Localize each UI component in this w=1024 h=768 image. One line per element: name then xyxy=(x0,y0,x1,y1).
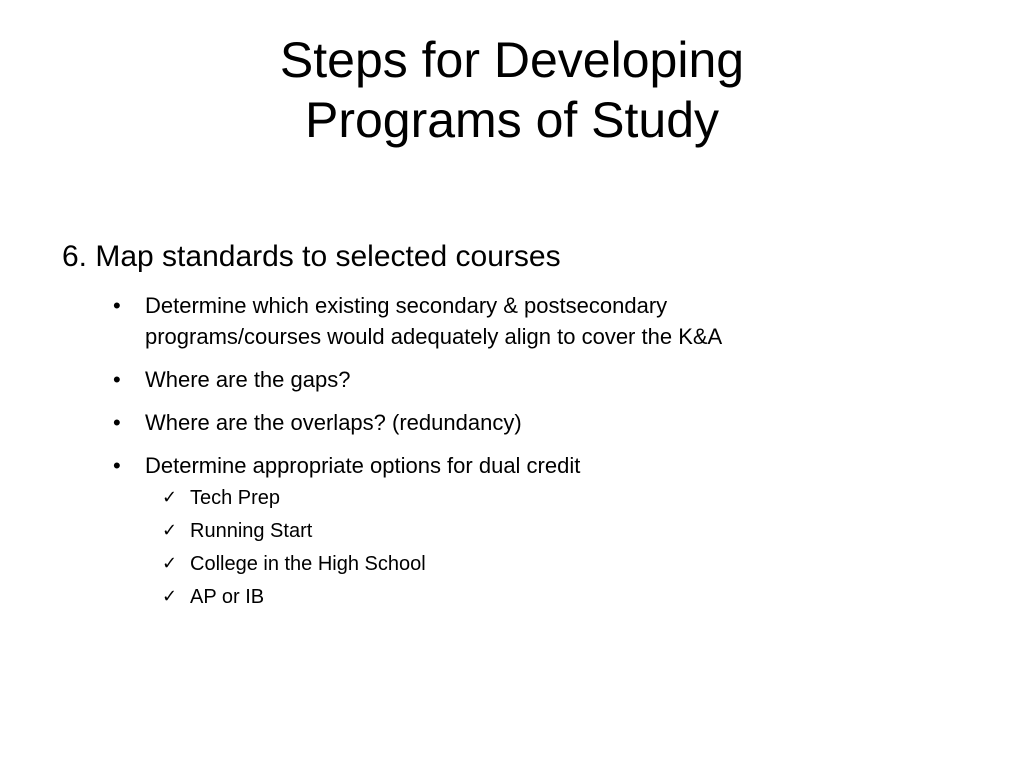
bullet-item xyxy=(0,364,845,395)
bullet-text: Where are the overlaps? (redundancy) xyxy=(145,410,522,435)
bullet-item xyxy=(0,407,845,438)
sub-bullet-text: AP or IB xyxy=(190,586,265,608)
bullet-item xyxy=(0,290,845,352)
sub-bullet-item xyxy=(0,550,1024,578)
title-line-2: Programs of Study xyxy=(304,92,720,148)
check-icon: ✓ xyxy=(162,520,178,541)
section-heading: 6. Map standards to selected courses xyxy=(62,240,561,273)
bullet-list xyxy=(0,290,1024,616)
sub-bullet-text: Tech Prep xyxy=(190,487,281,509)
slide-title xyxy=(0,30,1024,150)
bullet-text: Determine appropriate options for dual credit xyxy=(145,453,581,478)
bullet-text: Where are the gaps? xyxy=(145,367,351,392)
bullet-dot: • xyxy=(113,293,121,318)
check-icon: ✓ xyxy=(162,553,178,574)
sub-bullet-item xyxy=(0,484,1024,512)
sub-bullet-item xyxy=(0,583,1024,611)
bullet-item xyxy=(0,450,845,481)
check-icon: ✓ xyxy=(162,487,178,508)
sub-bullet-item xyxy=(0,517,1024,545)
bullet-dot: • xyxy=(113,410,121,435)
sub-bullet-list xyxy=(0,484,1024,611)
bullet-text-line-1: Determine which existing secondary & postsecondary xyxy=(145,293,668,318)
title-line-1: Steps for Developing xyxy=(279,32,745,88)
check-icon: ✓ xyxy=(162,586,178,607)
sub-bullet-text: College in the High School xyxy=(190,553,426,575)
bullet-dot: • xyxy=(113,453,121,478)
bullet-text-line-2: programs/courses would adequately align to cover the K&A xyxy=(145,324,723,349)
bullet-dot: • xyxy=(113,367,121,392)
sub-bullet-text: Running Start xyxy=(190,520,313,542)
